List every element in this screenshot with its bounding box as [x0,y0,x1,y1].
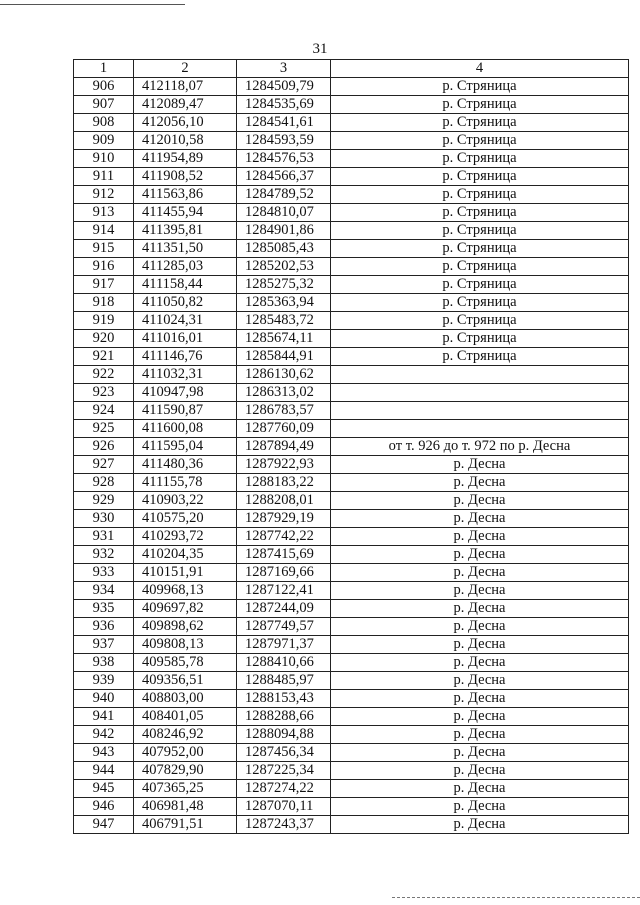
x-coordinate-cell: 410151,91 [134,564,237,582]
y-coordinate-cell: 1285085,43 [237,240,331,258]
description-cell: р. Десна [331,456,629,474]
y-coordinate-cell: 1287749,57 [237,618,331,636]
x-coordinate-cell: 409968,13 [134,582,237,600]
point-number-cell: 917 [74,276,134,294]
y-coordinate-cell: 1285202,53 [237,258,331,276]
description-cell [331,366,629,384]
description-cell: р. Десна [331,618,629,636]
description-cell: р. Стряница [331,168,629,186]
table-header [74,60,629,78]
description-cell [331,420,629,438]
table-row [74,168,629,186]
x-coordinate-cell: 410903,22 [134,492,237,510]
x-coordinate-cell: 411155,78 [134,474,237,492]
table-row [74,474,629,492]
table-row [74,456,629,474]
point-number-cell: 910 [74,150,134,168]
point-number-cell: 926 [74,438,134,456]
point-number-cell: 920 [74,330,134,348]
y-coordinate-cell: 1284541,61 [237,114,331,132]
y-coordinate-cell: 1287274,22 [237,780,331,798]
point-number-cell: 914 [74,222,134,240]
x-coordinate-cell: 411032,31 [134,366,237,384]
y-coordinate-cell: 1287415,69 [237,546,331,564]
table-row [74,636,629,654]
y-coordinate-cell: 1288485,97 [237,672,331,690]
y-coordinate-cell: 1284901,86 [237,222,331,240]
description-cell: от т. 926 до т. 972 по р. Десна [331,438,629,456]
y-coordinate-cell: 1288288,66 [237,708,331,726]
scan-edge-line [392,897,640,898]
description-cell: р. Десна [331,816,629,834]
column-header-1: 1 [74,60,134,78]
description-cell: р. Стряница [331,150,629,168]
y-coordinate-cell: 1287929,19 [237,510,331,528]
table-row [74,744,629,762]
point-number-cell: 906 [74,78,134,96]
description-cell: р. Десна [331,726,629,744]
description-cell: р. Стряница [331,258,629,276]
table-row [74,222,629,240]
description-cell: р. Десна [331,636,629,654]
description-cell: р. Десна [331,672,629,690]
description-cell: р. Стряница [331,78,629,96]
point-number-cell: 940 [74,690,134,708]
point-number-cell: 911 [74,168,134,186]
description-cell: р. Десна [331,654,629,672]
x-coordinate-cell: 411590,87 [134,402,237,420]
point-number-cell: 930 [74,510,134,528]
x-coordinate-cell: 411455,94 [134,204,237,222]
point-number-cell: 912 [74,186,134,204]
table-row [74,600,629,618]
point-number-cell: 907 [74,96,134,114]
x-coordinate-cell: 409898,62 [134,618,237,636]
x-coordinate-cell: 411016,01 [134,330,237,348]
y-coordinate-cell: 1287244,09 [237,600,331,618]
point-number-cell: 921 [74,348,134,366]
point-number-cell: 931 [74,528,134,546]
x-coordinate-cell: 412010,58 [134,132,237,150]
point-number-cell: 936 [74,618,134,636]
x-coordinate-cell: 411395,81 [134,222,237,240]
point-number-cell: 939 [74,672,134,690]
table-row [74,96,629,114]
y-coordinate-cell: 1285275,32 [237,276,331,294]
point-number-cell: 922 [74,366,134,384]
table-row [74,294,629,312]
x-coordinate-cell: 410293,72 [134,528,237,546]
point-number-cell: 938 [74,654,134,672]
table-row [74,438,629,456]
table-row [74,312,629,330]
x-coordinate-cell: 412056,10 [134,114,237,132]
y-coordinate-cell: 1287742,22 [237,528,331,546]
x-coordinate-cell: 408246,92 [134,726,237,744]
y-coordinate-cell: 1284789,52 [237,186,331,204]
x-coordinate-cell: 411595,04 [134,438,237,456]
table-row [74,78,629,96]
y-coordinate-cell: 1285674,11 [237,330,331,348]
point-number-cell: 916 [74,258,134,276]
table-row [74,492,629,510]
description-cell: р. Десна [331,510,629,528]
table-row [74,114,629,132]
point-number-cell: 908 [74,114,134,132]
column-header-4: 4 [331,60,629,78]
description-cell [331,384,629,402]
table-row [74,132,629,150]
description-cell: р. Десна [331,780,629,798]
point-number-cell: 937 [74,636,134,654]
table-row [74,654,629,672]
x-coordinate-cell: 411908,52 [134,168,237,186]
description-cell: р. Десна [331,690,629,708]
x-coordinate-cell: 408803,00 [134,690,237,708]
y-coordinate-cell: 1285844,91 [237,348,331,366]
point-number-cell: 934 [74,582,134,600]
table-row [74,564,629,582]
x-coordinate-cell: 411285,03 [134,258,237,276]
description-cell: р. Десна [331,492,629,510]
y-coordinate-cell: 1285483,72 [237,312,331,330]
table-row [74,402,629,420]
description-cell: р. Десна [331,582,629,600]
table-row [74,618,629,636]
description-cell: р. Стряница [331,114,629,132]
description-cell: р. Стряница [331,222,629,240]
point-number-cell: 943 [74,744,134,762]
x-coordinate-cell: 409697,82 [134,600,237,618]
x-coordinate-cell: 412118,07 [134,78,237,96]
table-row [74,528,629,546]
y-coordinate-cell: 1287225,34 [237,762,331,780]
x-coordinate-cell: 410947,98 [134,384,237,402]
table-row [74,330,629,348]
point-number-cell: 945 [74,780,134,798]
description-cell: р. Десна [331,708,629,726]
x-coordinate-cell: 410575,20 [134,510,237,528]
point-number-cell: 946 [74,798,134,816]
point-number-cell: 928 [74,474,134,492]
x-coordinate-cell: 411024,31 [134,312,237,330]
table-row [74,762,629,780]
x-coordinate-cell: 409356,51 [134,672,237,690]
x-coordinate-cell: 407952,00 [134,744,237,762]
y-coordinate-cell: 1287243,37 [237,816,331,834]
x-coordinate-cell: 411146,76 [134,348,237,366]
header-row [74,60,629,78]
x-coordinate-cell: 411050,82 [134,294,237,312]
point-number-cell: 915 [74,240,134,258]
table-body [74,78,629,834]
point-number-cell: 933 [74,564,134,582]
description-cell: р. Десна [331,762,629,780]
y-coordinate-cell: 1286130,62 [237,366,331,384]
table-row [74,726,629,744]
table-row [74,690,629,708]
description-cell: р. Стряница [331,330,629,348]
x-coordinate-cell: 407829,90 [134,762,237,780]
point-number-cell: 924 [74,402,134,420]
y-coordinate-cell: 1288094,88 [237,726,331,744]
description-cell: р. Десна [331,546,629,564]
table-row [74,582,629,600]
table-row [74,672,629,690]
point-number-cell: 909 [74,132,134,150]
description-cell: р. Стряница [331,294,629,312]
point-number-cell: 935 [74,600,134,618]
x-coordinate-cell: 406981,48 [134,798,237,816]
y-coordinate-cell: 1284535,69 [237,96,331,114]
x-coordinate-cell: 411351,50 [134,240,237,258]
table-row [74,510,629,528]
table-row [74,366,629,384]
y-coordinate-cell: 1287070,11 [237,798,331,816]
point-number-cell: 944 [74,762,134,780]
description-cell: р. Десна [331,600,629,618]
y-coordinate-cell: 1288153,43 [237,690,331,708]
point-number-cell: 919 [74,312,134,330]
page-number: 31 [312,41,328,57]
y-coordinate-cell: 1286313,02 [237,384,331,402]
description-cell: р. Стряница [331,96,629,114]
description-cell: р. Десна [331,564,629,582]
y-coordinate-cell: 1287922,93 [237,456,331,474]
y-coordinate-cell: 1288410,66 [237,654,331,672]
description-cell: р. Стряница [331,240,629,258]
y-coordinate-cell: 1286783,57 [237,402,331,420]
y-coordinate-cell: 1284576,53 [237,150,331,168]
x-coordinate-cell: 407365,25 [134,780,237,798]
table-row [74,384,629,402]
description-cell: р. Десна [331,798,629,816]
description-cell [331,402,629,420]
column-header-3: 3 [237,60,331,78]
table-row [74,780,629,798]
x-coordinate-cell: 409808,13 [134,636,237,654]
point-number-cell: 927 [74,456,134,474]
x-coordinate-cell: 410204,35 [134,546,237,564]
point-number-cell: 947 [74,816,134,834]
table-row [74,348,629,366]
y-coordinate-cell: 1287456,34 [237,744,331,762]
y-coordinate-cell: 1287169,66 [237,564,331,582]
x-coordinate-cell: 412089,47 [134,96,237,114]
point-number-cell: 925 [74,420,134,438]
y-coordinate-cell: 1287122,41 [237,582,331,600]
point-number-cell: 913 [74,204,134,222]
description-cell: р. Десна [331,744,629,762]
table-row [74,150,629,168]
table-row [74,258,629,276]
x-coordinate-cell: 411480,36 [134,456,237,474]
y-coordinate-cell: 1287894,49 [237,438,331,456]
x-coordinate-cell: 409585,78 [134,654,237,672]
table-row [74,420,629,438]
description-cell: р. Стряница [331,312,629,330]
description-cell: р. Стряница [331,186,629,204]
x-coordinate-cell: 411158,44 [134,276,237,294]
point-number-cell: 932 [74,546,134,564]
x-coordinate-cell: 411600,08 [134,420,237,438]
point-number-cell: 929 [74,492,134,510]
description-cell: р. Десна [331,474,629,492]
x-coordinate-cell: 411954,89 [134,150,237,168]
y-coordinate-cell: 1287971,37 [237,636,331,654]
table-row [74,276,629,294]
scan-edge-line [0,4,185,5]
x-coordinate-cell: 406791,51 [134,816,237,834]
y-coordinate-cell: 1284593,59 [237,132,331,150]
y-coordinate-cell: 1287760,09 [237,420,331,438]
table-row [74,546,629,564]
description-cell: р. Десна [331,528,629,546]
description-cell: р. Стряница [331,132,629,150]
y-coordinate-cell: 1284810,07 [237,204,331,222]
table-row [74,798,629,816]
y-coordinate-cell: 1288183,22 [237,474,331,492]
point-number-cell: 942 [74,726,134,744]
x-coordinate-cell: 411563,86 [134,186,237,204]
table-row [74,816,629,834]
y-coordinate-cell: 1284566,37 [237,168,331,186]
point-number-cell: 918 [74,294,134,312]
y-coordinate-cell: 1285363,94 [237,294,331,312]
description-cell: р. Стряница [331,276,629,294]
point-number-cell: 941 [74,708,134,726]
description-cell: р. Стряница [331,204,629,222]
table-row [74,204,629,222]
y-coordinate-cell: 1284509,79 [237,78,331,96]
description-cell: р. Стряница [331,348,629,366]
point-number-cell: 923 [74,384,134,402]
table-row [74,186,629,204]
table-row [74,708,629,726]
y-coordinate-cell: 1288208,01 [237,492,331,510]
coordinates-table [73,59,629,834]
x-coordinate-cell: 408401,05 [134,708,237,726]
column-header-2: 2 [134,60,237,78]
table-row [74,240,629,258]
